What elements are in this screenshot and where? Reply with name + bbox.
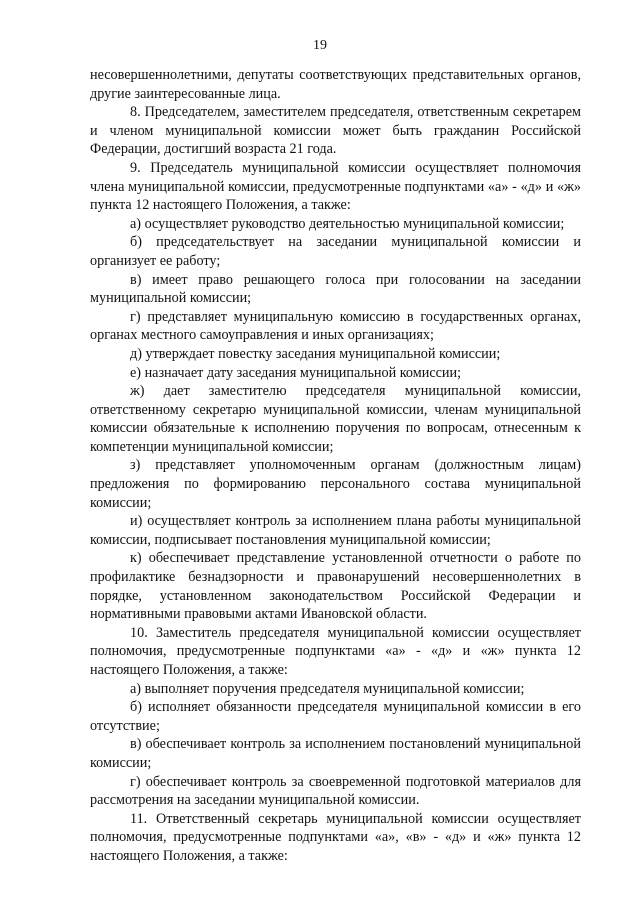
paragraph-11: 11. Ответственный секретарь муниципальной комиссии осуществляет полномочия, предусмотренные подпунктами «а», «в» - «д» и «ж» пункта 12 настоящего Положения, а также: [90,810,581,864]
page-number: 19 [313,38,327,53]
list-item-9zh: ж) дает заместителю председателя муниципальной комиссии, ответственному секретарю муниципальной комиссии, членам муниципальной комиссии обязательные к исполнению поручения по вопросам, отнесенным к компетенции муниципальной комиссии; [90,383,581,455]
list-item-10g: г) обеспечивает контроль за своевременной подготовкой материалов для рассмотрения на заседании муниципальной комиссии. [90,773,581,809]
list-item-9b: б) председательствует на заседании муниципальной комиссии и организует ее работу; [90,234,581,269]
list-item-9g: г) представляет муниципальную комиссию в государственных органах, органах местного самоуправления и иных организациях; [90,308,581,344]
paragraph-9: 9. Председатель муниципальной комиссии осуществляет полномочия члена муниципальной комиссии, предусмотренные подпунктами «а» - «д» и «ж» пункта 12 настоящего Положения, а также: [90,159,581,214]
paragraph-continuation: несовершеннолетними, депутаты соответствующих представительных органов, другие заинтересованные лица. [90,67,581,102]
list-item-10b: б) исполняет обязанности председателя муниципальной комиссии в его отсутствие; [90,699,581,734]
list-item-9k: к) обеспечивает представление установленной отчетности о работе по профилактике безнадзорности и правонарушений несовершеннолетних в порядке, установленном законодательством Российской Федерации и нормативными правовыми актами Ивановской области. [90,550,581,623]
paragraph-10: 10. Заместитель председателя муниципальной комиссии осуществляет полномочия, предусмотренные подпунктами «а» - «д» и «ж» пункта 12 настоящего Положения, а также: [90,624,581,678]
list-item-9d: д) утверждает повестку заседания муниципальной комиссии; [130,345,501,362]
list-item-9e: е) назначает дату заседания муниципальной комиссии; [130,364,462,381]
page-body [90,66,581,866]
list-item-9i: и) осуществляет контроль за исполнением плана работы муниципальной комиссии, подписывает постановления муниципальной комиссии; [90,513,581,548]
list-item-9z: з) представляет уполномоченным органам (должностным лицам) предложения по формированию персонального состава муниципальной комиссии; [90,457,581,511]
list-item-10a: а) выполняет поручения председателя муниципальной комиссии; [130,680,525,697]
list-item-9a: а) осуществляет руководство деятельностью муниципальной комиссии; [130,215,565,232]
paragraph-8: 8. Председателем, заместителем председателя, ответственным секретарем и членом муниципальной комиссии может быть гражданин Российской Федерации, достигший возраста 21 года. [90,104,581,158]
list-item-10v: в) обеспечивает контроль за исполнением постановлений муниципальной комиссии; [90,736,581,771]
list-item-9v: в) имеет право решающего голоса при голосовании на заседании муниципальной комиссии; [90,271,581,307]
